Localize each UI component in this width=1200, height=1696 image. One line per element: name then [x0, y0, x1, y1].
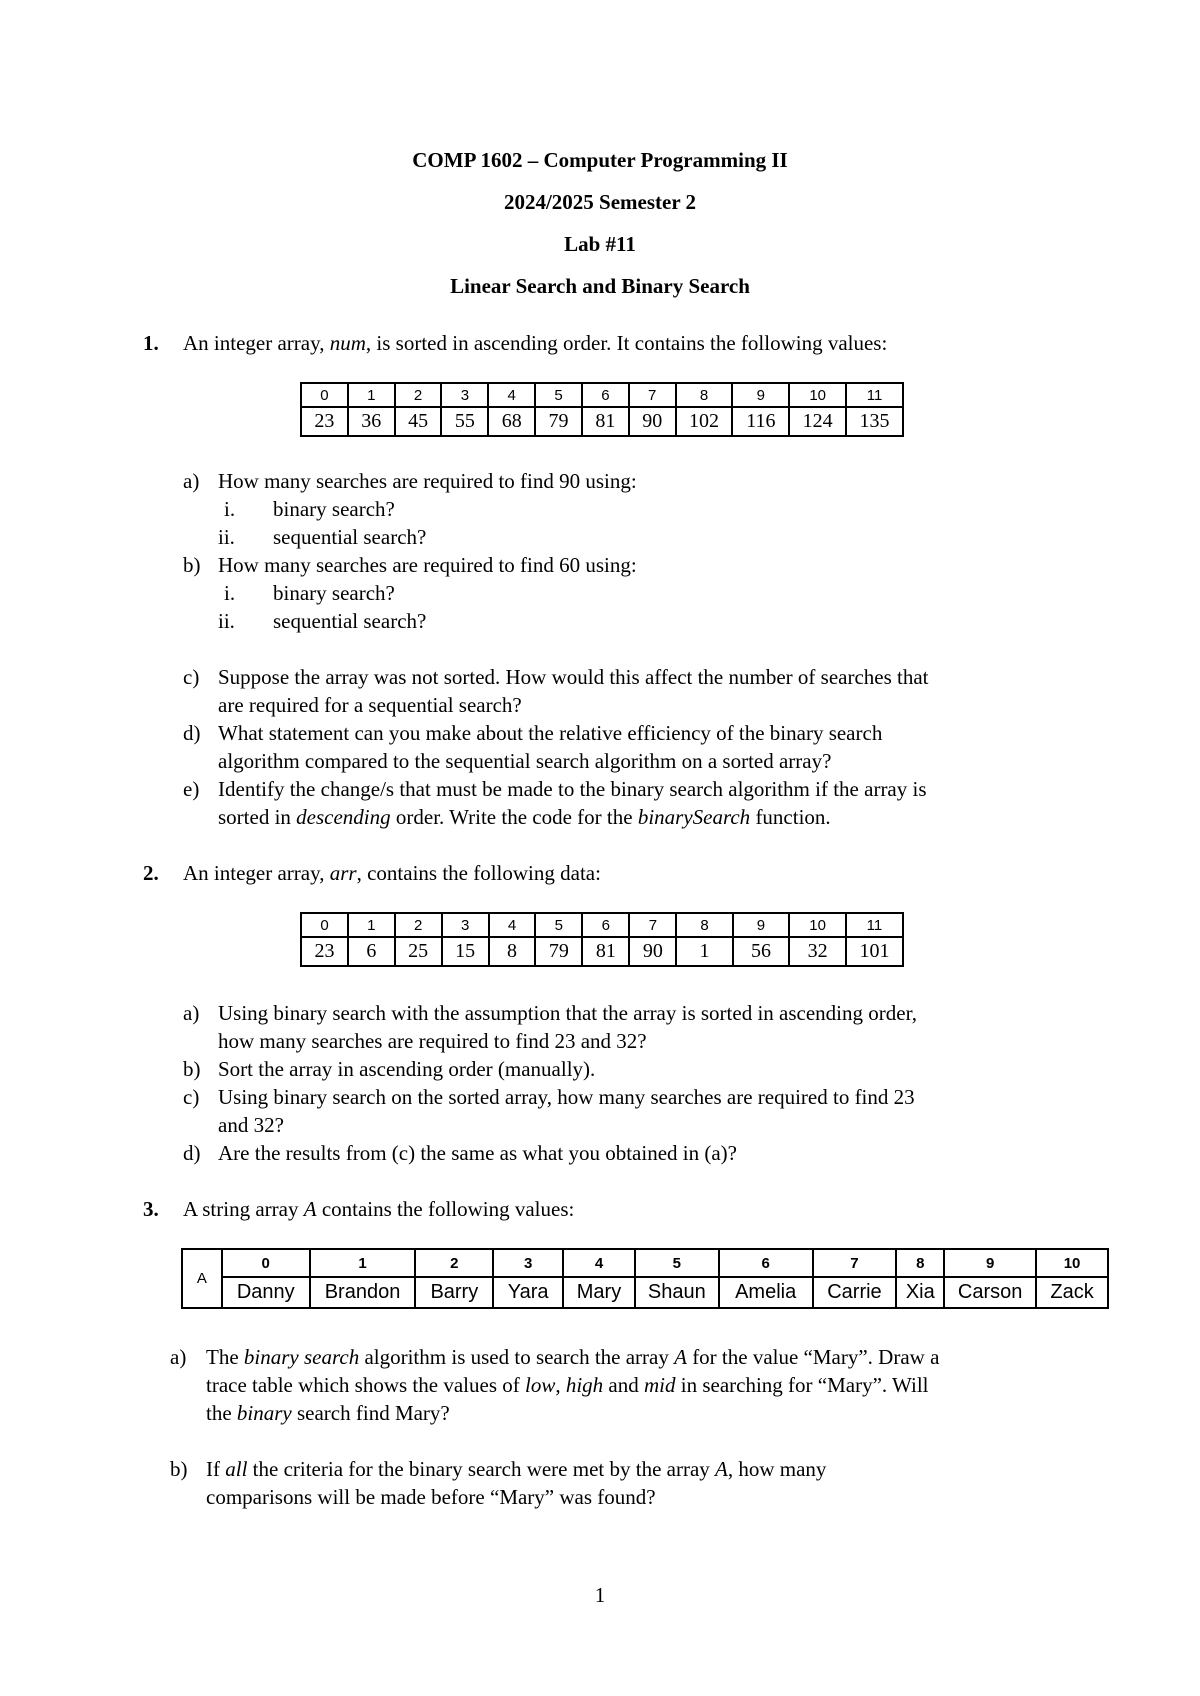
table-cell: 0 [222, 1249, 310, 1277]
table-cell: 90 [629, 407, 676, 436]
table-cell: 45 [395, 407, 442, 436]
table-cell: 3 [493, 1249, 563, 1277]
table-cell: 4 [488, 383, 535, 407]
table-cell: 8 [896, 1249, 944, 1277]
q3a-line3: the binary search find Mary? [206, 1401, 450, 1425]
q1a-text: How many searches are required to find 90 using: [218, 469, 637, 493]
table-cell: 5 [535, 383, 582, 407]
table-cell: 10 [789, 913, 846, 937]
table-cell: 1 [676, 937, 732, 966]
course-title: COMP 1602 – Computer Programming II [412, 148, 788, 172]
q3-intro: A string array A contains the following values: [183, 1197, 575, 1221]
q1a-i-label: i. [224, 497, 236, 521]
table-cell: 23 [301, 937, 348, 966]
q3-index-row [182, 1249, 1108, 1277]
table-cell: 7 [813, 1249, 897, 1277]
table-cell: 36 [348, 407, 395, 436]
q3-array-table [181, 1248, 1109, 1309]
table-cell: Mary [563, 1277, 635, 1308]
q2-array-table [300, 912, 904, 967]
q1c-line2: are required for a sequential search? [218, 693, 522, 717]
table-cell: 2 [395, 913, 442, 937]
q1e-label: e) [183, 777, 200, 801]
q2a-label: a) [183, 1001, 200, 1025]
q2b-label: b) [183, 1057, 201, 1081]
q1-intro: An integer array, num, is sorted in ascending order. It contains the following values: [183, 331, 888, 355]
table-cell: Shaun [635, 1277, 719, 1308]
table-cell: 102 [676, 407, 733, 436]
q1-number: 1. [143, 331, 159, 355]
q2-value-row [301, 937, 903, 966]
table-cell: 68 [488, 407, 535, 436]
array-name-cell: A [182, 1249, 222, 1308]
table-cell: 5 [635, 1249, 719, 1277]
table-cell: 23 [301, 407, 348, 436]
table-cell: Amelia [719, 1277, 813, 1308]
table-cell: 7 [629, 913, 676, 937]
table-cell: 124 [789, 407, 846, 436]
table-cell: 11 [846, 383, 903, 407]
table-cell: 79 [535, 407, 582, 436]
table-cell: 90 [629, 937, 676, 966]
table-cell: 8 [489, 937, 536, 966]
q1a-ii-label: ii. [218, 525, 235, 549]
q2a-line1: Using binary search with the assumption that the array is sorted in ascending order, [218, 1001, 917, 1025]
table-cell: 1 [348, 383, 395, 407]
q1d-label: d) [183, 721, 201, 745]
q3a-label: a) [170, 1345, 187, 1369]
table-cell: 6 [348, 937, 395, 966]
table-cell: 116 [732, 407, 789, 436]
table-cell: 10 [1036, 1249, 1108, 1277]
q2c-line2: and 32? [218, 1113, 284, 1137]
table-cell: 32 [789, 937, 846, 966]
q2-index-row [301, 913, 903, 937]
table-cell: 7 [629, 383, 676, 407]
table-cell: 6 [582, 913, 629, 937]
q1e-line2: sorted in descending order. Write the code for the binarySearch function. [218, 805, 831, 829]
table-cell: 4 [563, 1249, 635, 1277]
q2d-label: d) [183, 1141, 201, 1165]
table-cell: 1 [310, 1249, 416, 1277]
q3b-line2: comparisons will be made before “Mary” was found? [206, 1485, 656, 1509]
q3b-line1: If all the criteria for the binary search were met by the array A, how many [206, 1457, 827, 1481]
table-cell: 10 [789, 383, 846, 407]
table-cell: 81 [582, 937, 629, 966]
table-cell: Carrie [813, 1277, 897, 1308]
table-cell: Brandon [310, 1277, 416, 1308]
table-cell: 3 [442, 913, 489, 937]
q3-value-row [182, 1277, 1108, 1308]
table-cell: 135 [846, 407, 903, 436]
semester-title: 2024/2025 Semester 2 [503, 190, 697, 214]
table-cell: 79 [535, 937, 582, 966]
table-cell: 25 [395, 937, 442, 966]
q1c-label: c) [183, 665, 200, 689]
q2c-label: c) [183, 1085, 200, 1109]
table-cell: 56 [733, 937, 790, 966]
q2a-line2: how many searches are required to find 23 and 32? [218, 1029, 647, 1053]
table-cell: Xia [896, 1277, 944, 1308]
q1-value-row [301, 407, 903, 436]
q3-number: 3. [143, 1197, 159, 1221]
q1a-ii-text: sequential search? [273, 525, 427, 549]
q2-number: 2. [143, 861, 159, 885]
table-cell: 5 [535, 913, 582, 937]
q1b-text: How many searches are required to find 60 using: [218, 553, 637, 577]
table-cell: 2 [395, 383, 442, 407]
table-cell: Zack [1036, 1277, 1108, 1308]
table-cell: 15 [442, 937, 489, 966]
q2-intro: An integer array, arr, contains the following data: [183, 861, 601, 885]
q1a-i-text: binary search? [273, 497, 395, 521]
table-cell: 4 [489, 913, 536, 937]
table-cell: 9 [733, 913, 790, 937]
topic-title: Linear Search and Binary Search [450, 274, 750, 298]
table-cell: Carson [944, 1277, 1036, 1308]
table-cell: 1 [348, 913, 395, 937]
table-cell: Yara [493, 1277, 563, 1308]
table-cell: 9 [732, 383, 789, 407]
q1d-line2: algorithm compared to the sequential search algorithm on a sorted array? [218, 749, 832, 773]
table-cell: 0 [301, 913, 348, 937]
table-cell: 101 [846, 937, 903, 966]
q2d-text: Are the results from (c) the same as what you obtained in (a)? [218, 1141, 737, 1165]
q1c-line1: Suppose the array was not sorted. How would this affect the number of searches that [218, 665, 929, 689]
q2b-text: Sort the array in ascending order (manually). [218, 1057, 596, 1081]
table-cell: 3 [441, 383, 488, 407]
table-cell: 2 [415, 1249, 493, 1277]
q1b-label: b) [183, 553, 201, 577]
q3a-line2: trace table which shows the values of low, high and mid in searching for “Mary”. Will [206, 1373, 929, 1397]
table-cell: Danny [222, 1277, 310, 1308]
q1-index-row [301, 383, 903, 407]
q3b-label: b) [170, 1457, 188, 1481]
page-number: 1 [594, 1583, 606, 1607]
table-cell: Barry [415, 1277, 493, 1308]
table-cell: 8 [676, 913, 732, 937]
table-cell: 9 [944, 1249, 1036, 1277]
table-cell: 6 [719, 1249, 813, 1277]
q3a-line1: The binary search algorithm is used to search the array A for the value “Mary”. Draw a [206, 1345, 940, 1369]
q1a-label: a) [183, 469, 200, 493]
table-cell: 0 [301, 383, 348, 407]
table-cell: 81 [582, 407, 629, 436]
q1b-ii-label: ii. [218, 609, 235, 633]
q1b-ii-text: sequential search? [273, 609, 427, 633]
q1e-line1: Identify the change/s that must be made to the binary search algorithm if the array is [218, 777, 927, 801]
q1b-i-label: i. [224, 581, 236, 605]
q2c-line1: Using binary search on the sorted array, how many searches are required to find 23 [218, 1085, 915, 1109]
table-cell: 6 [582, 383, 629, 407]
table-cell: 11 [846, 913, 903, 937]
lab-title: Lab #11 [564, 232, 636, 256]
q1d-line1: What statement can you make about the relative efficiency of the binary search [218, 721, 883, 745]
q1b-i-text: binary search? [273, 581, 395, 605]
table-cell: 55 [441, 407, 488, 436]
table-cell: 8 [676, 383, 733, 407]
q1-array-table [300, 382, 904, 437]
